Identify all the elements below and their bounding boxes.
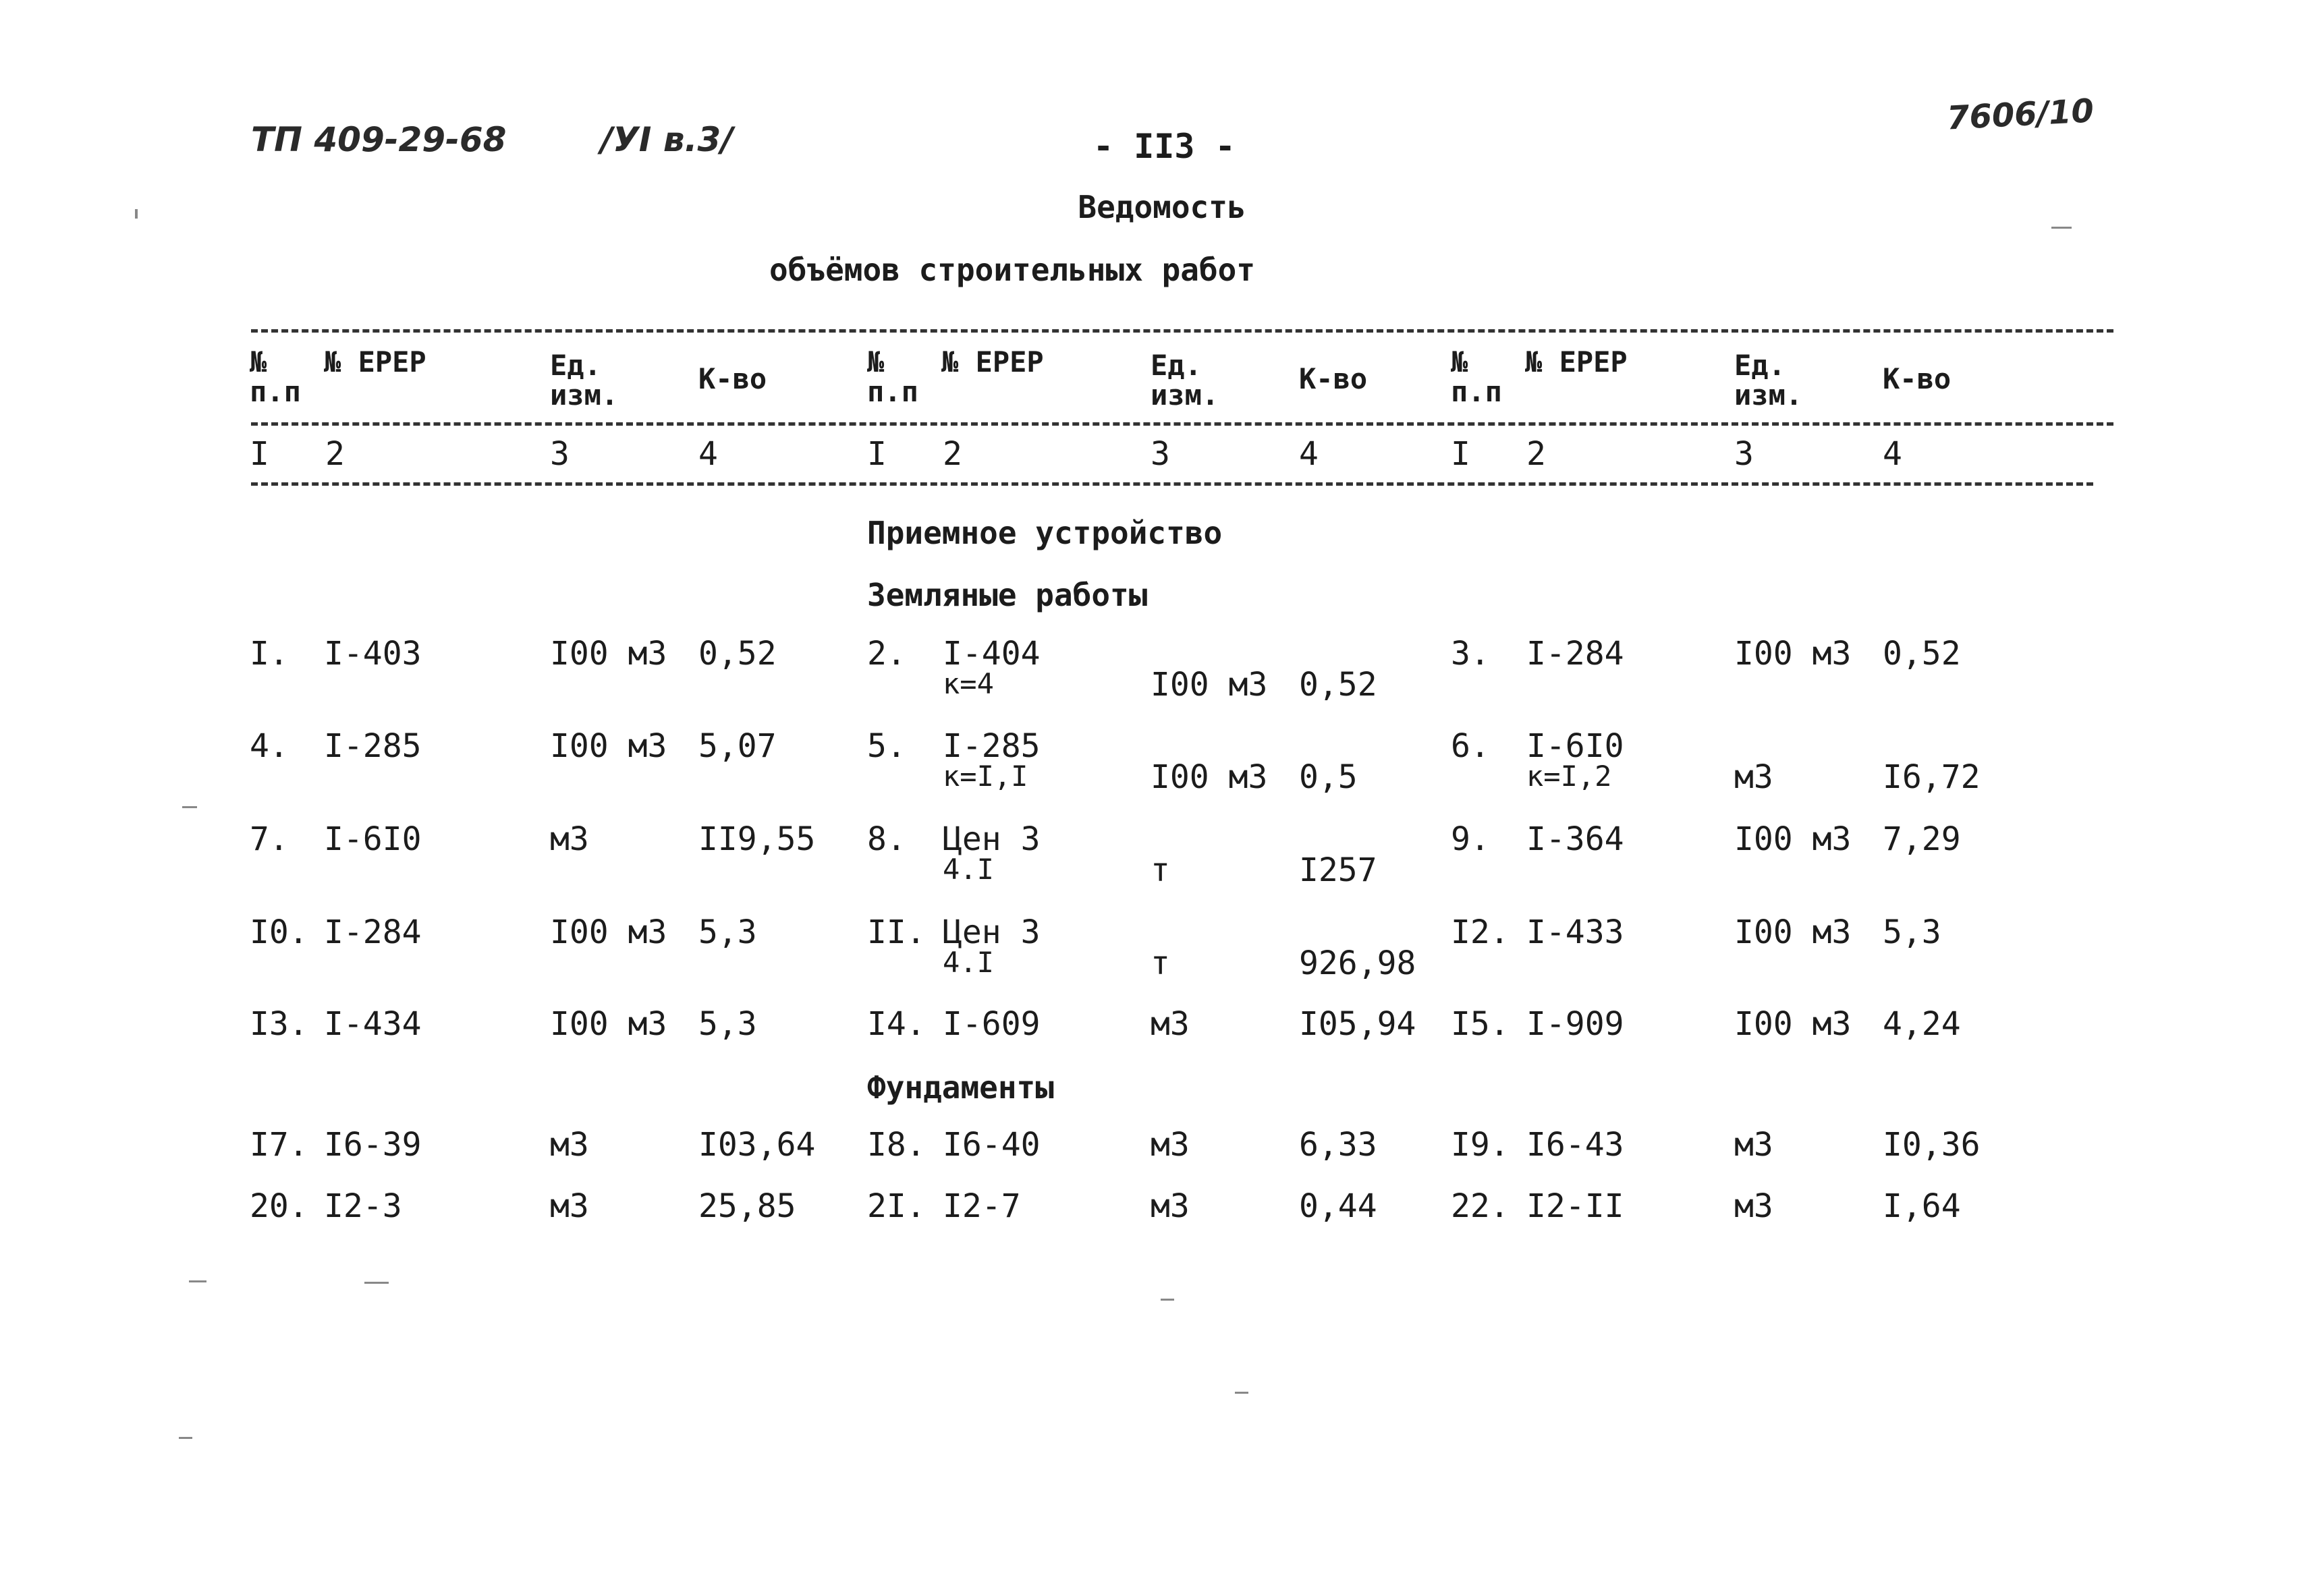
row-code	[1526, 1126, 1624, 1164]
section-heading: Фундаменты	[867, 1069, 1054, 1106]
document-subtitle: объёмов строительных работ	[769, 252, 1256, 288]
col-qty-header: К-во	[1883, 362, 1952, 395]
col-number: I	[250, 435, 269, 473]
row-code-main: I-433	[1526, 913, 1624, 951]
row-code-main: I-434	[324, 1005, 422, 1043]
col-no-header: № п.п	[867, 345, 918, 408]
row-quantity: 0,52	[698, 635, 777, 673]
col-no-header: № п.п	[1451, 345, 1502, 408]
document-code: ТП 409-29-68	[251, 120, 507, 159]
inventory-number: 7606/10	[1945, 92, 2095, 138]
row-unit: м3	[1151, 1005, 1190, 1043]
row-unit: I00 м3	[1151, 666, 1268, 704]
scan-speck	[364, 1282, 389, 1284]
row-code-main: I-364	[1526, 820, 1624, 858]
row-unit: м3	[550, 820, 589, 858]
row-code	[324, 1126, 422, 1164]
row-code	[1526, 1187, 1624, 1225]
row-number: 7.	[250, 820, 289, 858]
row-code-main: Цен 3	[943, 913, 1041, 951]
row-code-main: I-609	[943, 1005, 1041, 1043]
row-code-main: I6-40	[943, 1126, 1041, 1164]
scan-speck	[135, 209, 138, 219]
row-code	[324, 913, 422, 951]
row-number: I3.	[250, 1005, 308, 1043]
scan-speck	[1161, 1299, 1174, 1301]
row-code-main: I-403	[324, 635, 422, 673]
scan-speck	[179, 1437, 192, 1439]
row-number: I0.	[250, 913, 308, 951]
row-unit: I00 м3	[1734, 913, 1852, 951]
row-unit: м3	[550, 1126, 589, 1164]
scan-speck	[2051, 227, 2072, 229]
row-unit: I00 м3	[1734, 635, 1852, 673]
row-unit: м3	[1151, 1187, 1190, 1225]
volume-reference: /УI в.3/	[601, 120, 734, 159]
row-quantity: I257	[1299, 851, 1377, 889]
row-code	[1526, 820, 1624, 858]
row-unit: I00 м3	[550, 913, 667, 951]
row-number: 8.	[867, 820, 906, 858]
col-number: 2	[943, 435, 962, 473]
row-quantity: 6,33	[1299, 1126, 1377, 1164]
col-number: 3	[550, 435, 570, 473]
row-number: I8.	[867, 1126, 926, 1164]
row-quantity: I6,72	[1883, 758, 1981, 796]
row-quantity: 0,52	[1883, 635, 1961, 673]
row-code	[943, 727, 1041, 793]
row-quantity: 5,3	[698, 913, 757, 951]
col-number: 2	[1526, 435, 1546, 473]
row-unit: I00 м3	[550, 635, 667, 673]
row-quantity: 4,24	[1883, 1005, 1961, 1043]
col-number: I	[867, 435, 887, 473]
row-code-main: I6-43	[1526, 1126, 1624, 1164]
row-code	[324, 635, 422, 673]
row-code-main: I2-7	[943, 1187, 1021, 1225]
row-code-main: I6-39	[324, 1126, 422, 1164]
col-number: 3	[1734, 435, 1754, 473]
row-quantity: 0,5	[1299, 758, 1358, 796]
row-code-main: I2-II	[1526, 1187, 1624, 1225]
page-number: - II3 -	[1093, 127, 1236, 166]
col-unit-header: Ед. изм.	[1734, 349, 1803, 412]
section-heading: Приемное устройство	[867, 515, 1223, 551]
row-code-coefficient: к=I,I	[943, 760, 1028, 793]
row-unit: I00 м3	[550, 727, 667, 765]
row-quantity: 5,07	[698, 727, 777, 765]
row-unit: м3	[1151, 1126, 1190, 1164]
col-number: 4	[698, 435, 718, 473]
row-quantity: I,64	[1883, 1187, 1961, 1225]
col-erer-header: № ЕРЕР	[1525, 345, 1628, 378]
row-code	[943, 635, 1041, 700]
row-unit: т	[1151, 851, 1170, 889]
row-code-coefficient: 4.I	[943, 853, 994, 886]
row-code-main: Цен 3	[943, 820, 1041, 858]
col-unit-header: Ед. изм.	[550, 349, 619, 412]
row-code-main: I-404	[943, 635, 1041, 673]
row-quantity: 5,3	[698, 1005, 757, 1043]
table-header-rule	[251, 422, 2113, 426]
row-code	[324, 820, 422, 858]
row-number: 22.	[1451, 1187, 1510, 1225]
scan-speck	[182, 806, 197, 808]
row-code-coefficient: 4.I	[943, 946, 994, 979]
row-code-main: I-6I0	[324, 820, 422, 858]
row-number: 2I.	[867, 1187, 926, 1225]
row-number: 2.	[867, 635, 906, 673]
row-unit: м3	[550, 1187, 589, 1225]
row-unit: м3	[1734, 758, 1773, 796]
row-number: 6.	[1451, 727, 1490, 765]
row-unit: I00 м3	[550, 1005, 667, 1043]
row-unit: т	[1151, 944, 1170, 982]
row-quantity: II9,55	[698, 820, 816, 858]
row-quantity: 5,3	[1883, 913, 1941, 951]
row-quantity: 0,44	[1299, 1187, 1377, 1225]
row-code	[324, 1187, 402, 1225]
col-number: 2	[325, 435, 345, 473]
col-no-header: № п.п	[250, 345, 301, 408]
col-number: 4	[1883, 435, 1902, 473]
row-number: I2.	[1451, 913, 1510, 951]
row-code-main: I-6I0	[1526, 727, 1624, 765]
row-code	[943, 1126, 1041, 1164]
row-code	[1526, 913, 1624, 951]
row-code-coefficient: к=I,2	[1526, 760, 1612, 793]
scan-speck	[1235, 1392, 1248, 1394]
row-code-main: I-285	[324, 727, 422, 765]
row-code	[1526, 635, 1624, 673]
col-erer-header: № ЕРЕР	[941, 345, 1044, 378]
row-code-main: I-285	[943, 727, 1041, 765]
row-number: I4.	[867, 1005, 926, 1043]
col-number: 4	[1299, 435, 1319, 473]
row-quantity: 25,85	[698, 1187, 796, 1225]
row-quantity: 0,52	[1299, 666, 1377, 704]
row-number: 5.	[867, 727, 906, 765]
col-erer-header: № ЕРЕР	[324, 345, 426, 378]
scan-speck	[189, 1280, 206, 1282]
row-code-coefficient: к=4	[943, 667, 994, 700]
row-code	[1526, 1005, 1624, 1043]
col-number: 3	[1151, 435, 1170, 473]
col-number: I	[1451, 435, 1470, 473]
row-number: I7.	[250, 1126, 308, 1164]
row-number: 4.	[250, 727, 289, 765]
row-unit: I00 м3	[1151, 758, 1268, 796]
row-quantity: 7,29	[1883, 820, 1961, 858]
row-number: 9.	[1451, 820, 1490, 858]
row-unit: I00 м3	[1734, 820, 1852, 858]
document-title: Ведомость	[1078, 189, 1246, 225]
row-number: 20.	[250, 1187, 308, 1225]
row-code	[943, 820, 1041, 886]
row-code-main: I-284	[1526, 635, 1624, 673]
row-quantity: I0,36	[1883, 1126, 1981, 1164]
row-quantity: 926,98	[1299, 944, 1416, 982]
table-numbering-rule	[251, 482, 2093, 486]
row-code	[943, 1187, 1021, 1225]
row-quantity: I05,94	[1299, 1005, 1416, 1043]
row-code	[1526, 727, 1624, 793]
table-top-rule	[251, 329, 2113, 333]
row-unit: м3	[1734, 1187, 1773, 1225]
col-unit-header: Ед. изм.	[1151, 349, 1219, 412]
row-number: 3.	[1451, 635, 1490, 673]
row-code	[324, 1005, 422, 1043]
row-code	[943, 1005, 1041, 1043]
row-code-main: I2-3	[324, 1187, 402, 1225]
col-qty-header: К-во	[1299, 362, 1368, 395]
row-number: I9.	[1451, 1126, 1510, 1164]
row-quantity: I03,64	[698, 1126, 816, 1164]
row-code-main: I-284	[324, 913, 422, 951]
row-unit: I00 м3	[1734, 1005, 1852, 1043]
row-number: I5.	[1451, 1005, 1510, 1043]
row-number: II.	[867, 913, 926, 951]
row-unit: м3	[1734, 1126, 1773, 1164]
row-code	[943, 913, 1041, 979]
col-qty-header: К-во	[698, 362, 767, 395]
row-number: I.	[250, 635, 289, 673]
row-code	[324, 727, 422, 765]
row-code-main: I-909	[1526, 1005, 1624, 1043]
section-heading: Земляные работы	[867, 577, 1148, 613]
